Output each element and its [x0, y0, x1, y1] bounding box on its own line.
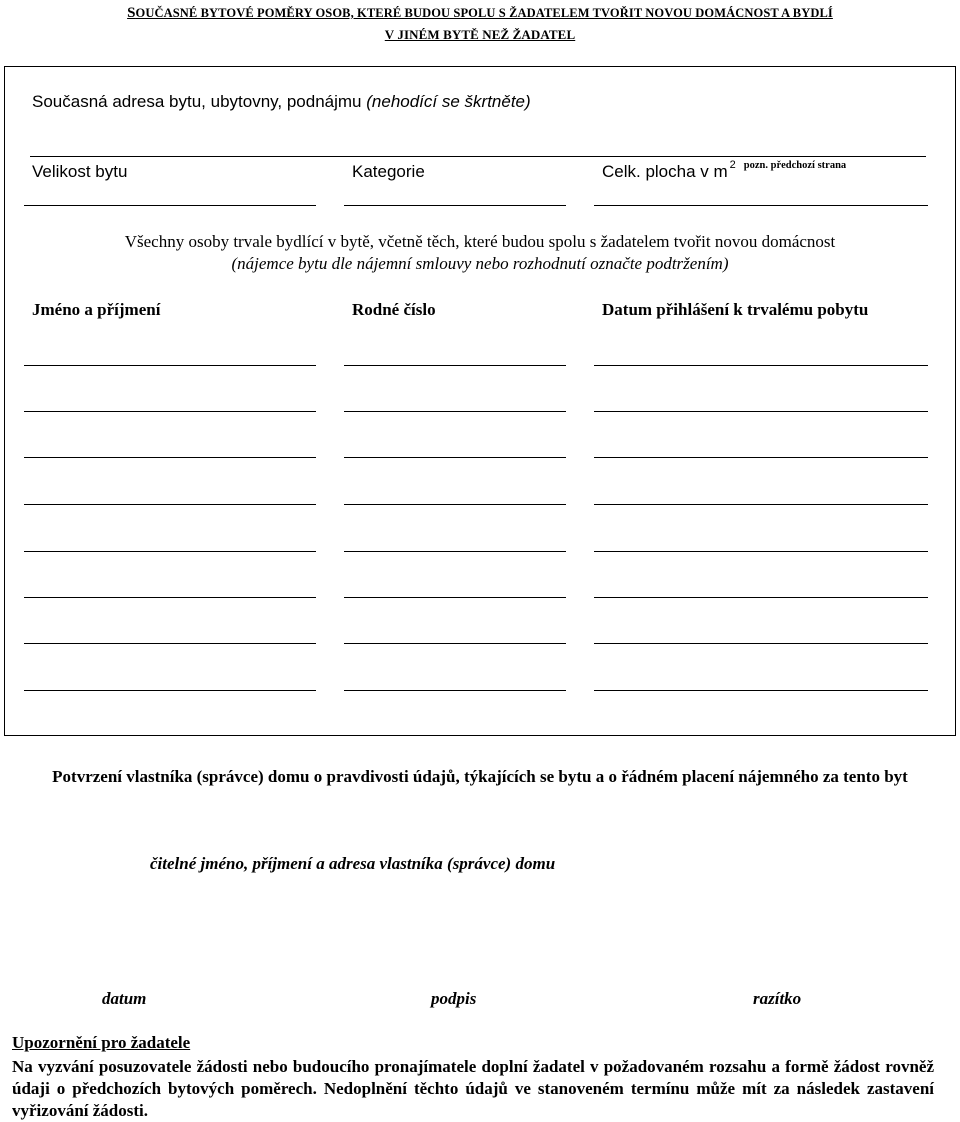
person-2-birth-line[interactable]	[344, 411, 566, 412]
person-4-name-line[interactable]	[24, 504, 316, 505]
stamp-label: razítko	[753, 989, 802, 1008]
address-hint: (nehodící se škrtněte)	[366, 92, 531, 111]
person-1-name-line[interactable]	[24, 365, 316, 366]
person-7-name-line[interactable]	[24, 643, 316, 644]
address-input-line[interactable]	[30, 156, 926, 157]
person-2-date-line[interactable]	[594, 411, 928, 412]
warning-title: Upozornění pro žadatele	[12, 1033, 191, 1052]
form-title-line-2: V JINÉM BYTĚ NEŽ ŽADATEL	[384, 27, 576, 42]
col-registration-date-label: Datum přihlášení k trvalému pobytu	[602, 300, 869, 319]
flat-category-input-line[interactable]	[344, 205, 566, 206]
person-8-name-line[interactable]	[24, 690, 316, 691]
col-birth-number-label: Rodné číslo	[352, 300, 436, 319]
signature-label: podpis	[431, 989, 477, 1008]
person-8-birth-line[interactable]	[344, 690, 566, 691]
person-3-name-line[interactable]	[24, 457, 316, 458]
person-6-date-line[interactable]	[594, 597, 928, 598]
person-7-birth-line[interactable]	[344, 643, 566, 644]
date-label: datum	[102, 989, 147, 1008]
flat-area-input-line[interactable]	[594, 205, 928, 206]
person-6-birth-line[interactable]	[344, 597, 566, 598]
person-7-date-line[interactable]	[594, 643, 928, 644]
person-5-birth-line[interactable]	[344, 551, 566, 552]
warning-text: Na vyzvání posuzovatele žádosti nebo budoucího pronajímatele doplní žadatel v požadovaném rozsahu a formě žádost rovněž údaji o předchozích bytových poměrech. Nedoplnění těchto údajů ve stanoveném termínu může mít za následek zastavení vyřizování žádosti.	[12, 1057, 934, 1120]
address-label: Současná adresa bytu, ubytovny, podnájmu	[32, 92, 362, 111]
persons-heading: Všechny osoby trvale bydlící v bytě, včetně těch, které budou spolu s žadatelem tvořit novou domácnost	[124, 232, 836, 251]
person-4-date-line[interactable]	[594, 504, 928, 505]
person-1-birth-line[interactable]	[344, 365, 566, 366]
person-4-birth-line[interactable]	[344, 504, 566, 505]
flat-area-label: Celk. plocha v m $^2$ $^{pozn. předchozí strana}$	[602, 159, 847, 181]
person-6-name-line[interactable]	[24, 597, 316, 598]
person-5-name-line[interactable]	[24, 551, 316, 552]
person-8-date-line[interactable]	[594, 690, 928, 691]
person-3-birth-line[interactable]	[344, 457, 566, 458]
persons-subheading: (nájemce bytu dle nájemní smlouvy nebo rozhodnutí označte podtržením)	[231, 254, 729, 273]
address-row	[32, 92, 531, 112]
person-2-name-line[interactable]	[24, 411, 316, 412]
person-5-date-line[interactable]	[594, 551, 928, 552]
person-1-date-line[interactable]	[594, 365, 928, 366]
form-title-line-1: SOUČASNÉ BYTOVÉ POMĚRY OSOB, KTERÉ BUDOU SPOLU S ŽADATELEM TVOŘIT NOVOU DOMÁCNOST A BYDLÍ	[127, 5, 833, 21]
owner-confirmation-text: Potvrzení vlastníka (správce) domu o pravdivosti údajů, týkajících se bytu a o řádném placení nájemného za tento byt	[52, 767, 908, 786]
flat-category-label: Kategorie	[352, 162, 425, 181]
flat-size-label: Velikost bytu	[32, 162, 128, 181]
person-3-date-line[interactable]	[594, 457, 928, 458]
flat-size-input-line[interactable]	[24, 205, 316, 206]
col-name-label: Jméno a příjmení	[32, 300, 161, 319]
owner-name-label: čitelné jméno, příjmení a adresa vlastníka (správce) domu	[150, 854, 556, 873]
